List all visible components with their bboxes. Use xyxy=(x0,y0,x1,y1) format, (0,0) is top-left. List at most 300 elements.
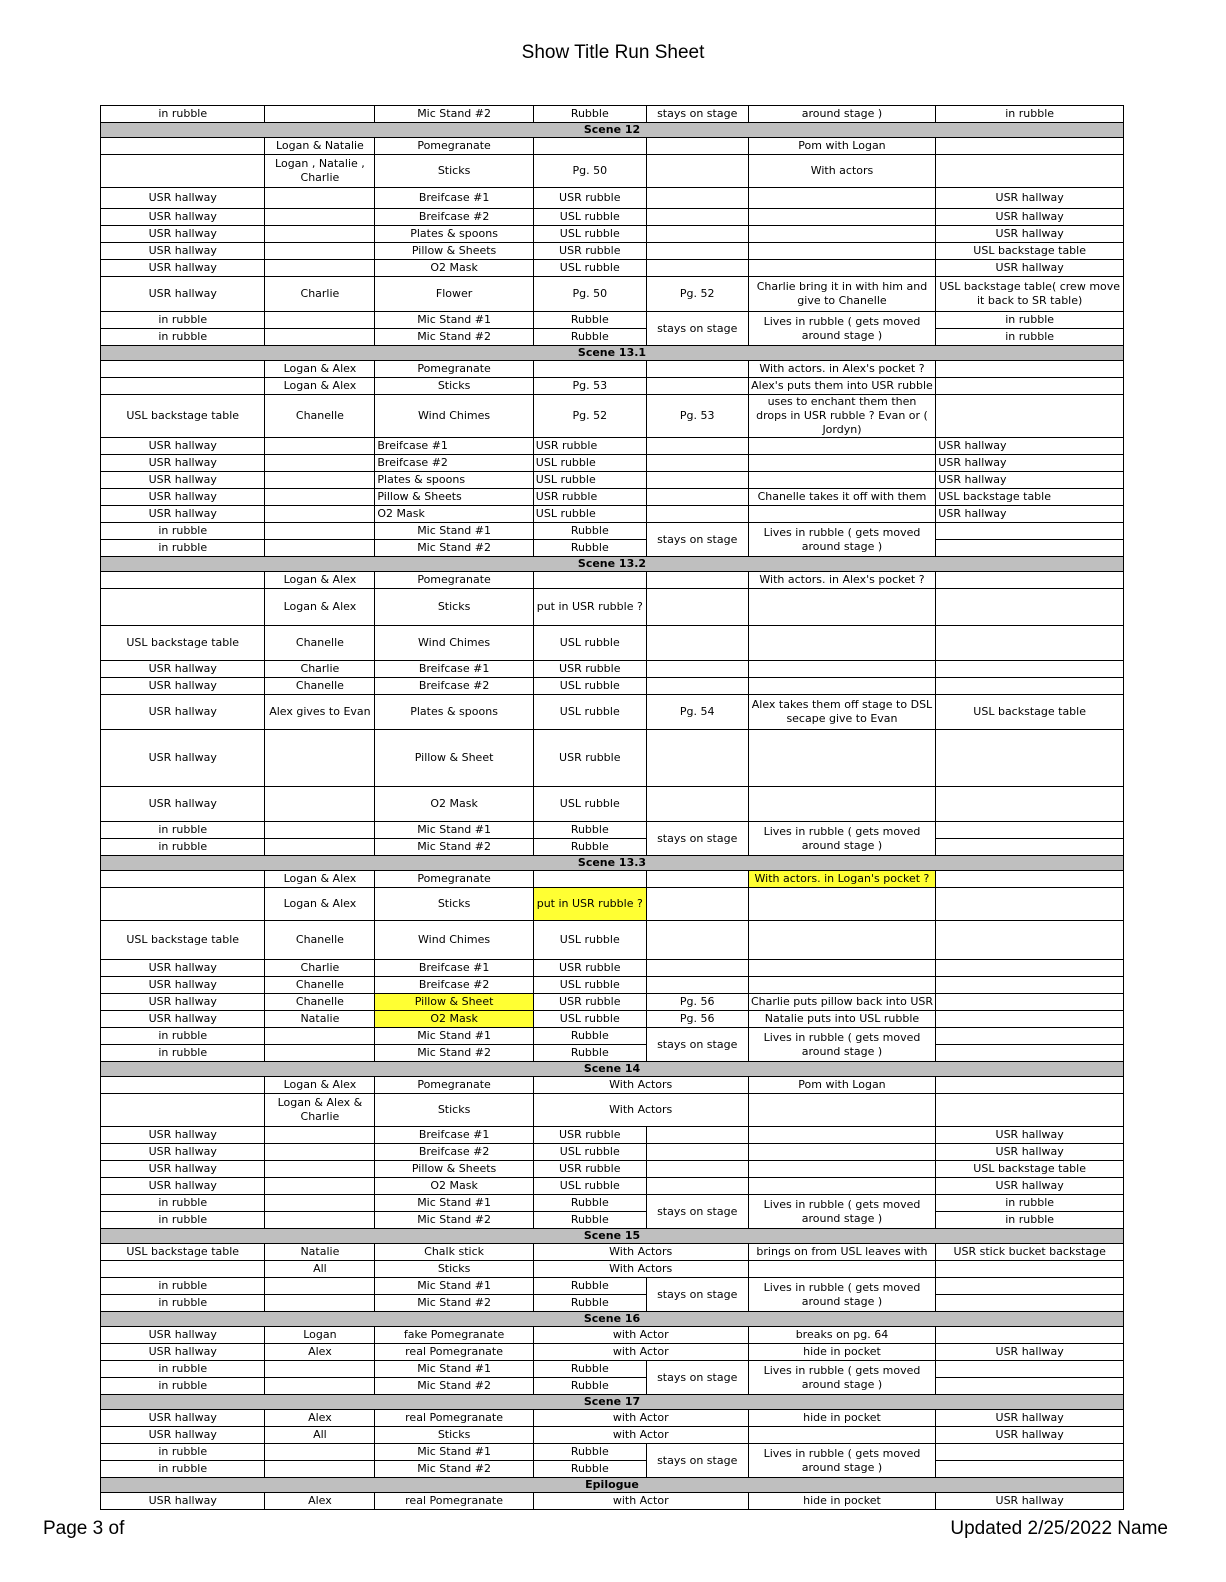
cell-notes xyxy=(748,1144,936,1161)
table-row xyxy=(101,1261,1124,1278)
table-row xyxy=(101,1444,1124,1461)
cell-location: USR hallway xyxy=(101,960,265,977)
cell-prop: Breifcase #2 xyxy=(375,209,533,226)
cell-post-location xyxy=(936,994,1124,1011)
cell-page xyxy=(646,678,748,695)
cell-notes xyxy=(748,188,936,209)
cell-post-location: USR hallway xyxy=(936,438,1124,455)
cell-post-location xyxy=(936,1278,1124,1295)
table-row xyxy=(101,839,1124,856)
cell-location xyxy=(101,589,265,626)
table-row xyxy=(101,438,1124,455)
cell-actor xyxy=(265,1127,375,1144)
cell-actor xyxy=(265,188,375,209)
cell-notes xyxy=(748,455,936,472)
scene-label: Scene 13.1 xyxy=(101,346,1124,361)
cell-post-location xyxy=(936,1261,1124,1278)
cell-notes: Lives in rubble ( gets moved around stage ) xyxy=(748,1195,936,1229)
cell-actor xyxy=(265,1195,375,1212)
cell-notes xyxy=(748,888,936,921)
cell-placement: USL rubble xyxy=(533,695,646,730)
cell-placement: USR rubble xyxy=(533,960,646,977)
updated-date: Updated 2/25/2022 Name xyxy=(950,1518,1168,1539)
scene-label: Scene 14 xyxy=(101,1062,1124,1077)
table-row xyxy=(101,106,1124,123)
cell-actor xyxy=(265,506,375,523)
table-row xyxy=(101,1278,1124,1295)
table-row xyxy=(101,1028,1124,1045)
cell-page: stays on stage xyxy=(646,822,748,856)
cell-location xyxy=(101,361,265,378)
cell-post-location: USR hallway xyxy=(936,260,1124,277)
cell-location: USR hallway xyxy=(101,787,265,822)
table-row xyxy=(101,188,1124,209)
cell-prop: Mic Stand #2 xyxy=(375,1045,533,1062)
cell-placement: With Actors xyxy=(533,1077,748,1094)
cell-page xyxy=(646,243,748,260)
cell-page xyxy=(646,489,748,506)
cell-page xyxy=(646,1161,748,1178)
cell-prop: Mic Stand #2 xyxy=(375,106,533,123)
cell-notes xyxy=(748,589,936,626)
cell-placement: USR rubble xyxy=(533,730,646,787)
cell-actor xyxy=(265,1461,375,1478)
cell-page xyxy=(646,188,748,209)
cell-notes xyxy=(748,438,936,455)
cell-actor xyxy=(265,1028,375,1045)
cell-prop: Plates & spoons xyxy=(375,226,533,243)
cell-location: USR hallway xyxy=(101,994,265,1011)
cell-location xyxy=(101,1077,265,1094)
cell-post-location xyxy=(936,960,1124,977)
cell-post-location xyxy=(936,523,1124,540)
cell-placement: Rubble xyxy=(533,1361,646,1378)
cell-page xyxy=(646,977,748,994)
cell-post-location: in rubble xyxy=(936,106,1124,123)
table-row xyxy=(101,312,1124,329)
cell-placement: With Actors xyxy=(533,1261,748,1278)
cell-page xyxy=(646,960,748,977)
cell-placement xyxy=(533,871,646,888)
cell-notes: hide in pocket xyxy=(748,1410,936,1427)
cell-placement: USR rubble xyxy=(533,188,646,209)
cell-location xyxy=(101,155,265,188)
cell-actor xyxy=(265,822,375,839)
cell-location: in rubble xyxy=(101,312,265,329)
cell-placement: Pg. 50 xyxy=(533,277,646,312)
cell-actor xyxy=(265,1045,375,1062)
cell-notes xyxy=(748,506,936,523)
cell-prop: O2 Mask xyxy=(375,1178,533,1195)
cell-location: USR hallway xyxy=(101,1493,265,1510)
cell-post-location xyxy=(936,787,1124,822)
cell-post-location xyxy=(936,888,1124,921)
cell-placement xyxy=(533,361,646,378)
table-row xyxy=(101,523,1124,540)
cell-placement: Pg. 53 xyxy=(533,378,646,395)
cell-page xyxy=(646,155,748,188)
scene-header-row xyxy=(101,1229,1124,1244)
cell-actor xyxy=(265,787,375,822)
cell-notes xyxy=(748,1161,936,1178)
cell-placement: Rubble xyxy=(533,329,646,346)
cell-placement: USL rubble xyxy=(533,455,646,472)
cell-actor: Alex xyxy=(265,1493,375,1510)
scene-label: Scene 17 xyxy=(101,1395,1124,1410)
cell-placement: put in USR rubble ? xyxy=(533,589,646,626)
scene-header-row xyxy=(101,856,1124,871)
cell-location: USR hallway xyxy=(101,438,265,455)
table-row xyxy=(101,1244,1124,1261)
cell-prop: Mic Stand #2 xyxy=(375,1212,533,1229)
cell-placement: USR rubble xyxy=(533,438,646,455)
cell-actor: Alex gives to Evan xyxy=(265,695,375,730)
cell-actor xyxy=(265,243,375,260)
cell-placement: USR rubble xyxy=(533,994,646,1011)
cell-post-location: USL backstage table xyxy=(936,489,1124,506)
cell-prop: Breifcase #2 xyxy=(375,977,533,994)
cell-prop: Plates & spoons xyxy=(375,472,533,489)
cell-actor: Chanelle xyxy=(265,994,375,1011)
cell-location: in rubble xyxy=(101,1378,265,1395)
table-row xyxy=(101,1212,1124,1229)
cell-placement: USL rubble xyxy=(533,1011,646,1028)
cell-prop: Wind Chimes xyxy=(375,395,533,438)
table-row xyxy=(101,977,1124,994)
cell-actor xyxy=(265,472,375,489)
cell-placement: Rubble xyxy=(533,106,646,123)
cell-post-location: USR hallway xyxy=(936,226,1124,243)
cell-post-location xyxy=(936,871,1124,888)
scene-header-row xyxy=(101,1062,1124,1077)
cell-location: in rubble xyxy=(101,523,265,540)
table-row xyxy=(101,329,1124,346)
cell-actor: Charlie xyxy=(265,277,375,312)
cell-prop: Sticks xyxy=(375,1094,533,1127)
cell-page xyxy=(646,871,748,888)
cell-location xyxy=(101,871,265,888)
cell-page xyxy=(646,1178,748,1195)
cell-placement: USL rubble xyxy=(533,472,646,489)
table-row xyxy=(101,209,1124,226)
cell-post-location: USR hallway xyxy=(936,188,1124,209)
cell-actor: Chanelle xyxy=(265,626,375,661)
cell-post-location: USR hallway xyxy=(936,1178,1124,1195)
cell-page xyxy=(646,921,748,960)
cell-prop: Mic Stand #1 xyxy=(375,312,533,329)
cell-placement: Rubble xyxy=(533,523,646,540)
cell-post-location: USL backstage table xyxy=(936,243,1124,260)
cell-actor xyxy=(265,730,375,787)
cell-notes: Pom with Logan xyxy=(748,1077,936,1094)
cell-post-location: in rubble xyxy=(936,312,1124,329)
cell-prop: Wind Chimes xyxy=(375,626,533,661)
table-row xyxy=(101,489,1124,506)
cell-notes: hide in pocket xyxy=(748,1344,936,1361)
table-row xyxy=(101,1178,1124,1195)
cell-prop: Pomegranate xyxy=(375,1077,533,1094)
cell-location: USR hallway xyxy=(101,1178,265,1195)
cell-post-location xyxy=(936,1444,1124,1461)
cell-prop: Breifcase #2 xyxy=(375,678,533,695)
table-row xyxy=(101,871,1124,888)
cell-prop: Mic Stand #1 xyxy=(375,1361,533,1378)
cell-location: in rubble xyxy=(101,1444,265,1461)
cell-notes: Alex's puts them into USR rubble xyxy=(748,378,936,395)
cell-prop: Sticks xyxy=(375,888,533,921)
cell-notes: around stage ) xyxy=(748,106,936,123)
cell-placement: with Actor xyxy=(533,1327,748,1344)
cell-prop: Mic Stand #1 xyxy=(375,1278,533,1295)
run-sheet-body xyxy=(101,106,1124,1510)
cell-actor: All xyxy=(265,1261,375,1278)
cell-actor: Chanelle xyxy=(265,678,375,695)
cell-location xyxy=(101,1261,265,1278)
cell-prop: Breifcase #1 xyxy=(375,438,533,455)
cell-post-location xyxy=(936,1327,1124,1344)
cell-notes xyxy=(748,977,936,994)
cell-notes xyxy=(748,1127,936,1144)
table-row xyxy=(101,1410,1124,1427)
cell-actor: Natalie xyxy=(265,1244,375,1261)
cell-post-location xyxy=(936,1028,1124,1045)
cell-notes: breaks on pg. 64 xyxy=(748,1327,936,1344)
table-row xyxy=(101,730,1124,787)
cell-page xyxy=(646,589,748,626)
cell-post-location: USL backstage table xyxy=(936,1161,1124,1178)
cell-page: stays on stage xyxy=(646,312,748,346)
cell-page xyxy=(646,260,748,277)
cell-location: in rubble xyxy=(101,1212,265,1229)
cell-placement: USL rubble xyxy=(533,260,646,277)
cell-placement: Rubble xyxy=(533,1028,646,1045)
table-row xyxy=(101,138,1124,155)
cell-post-location xyxy=(936,1011,1124,1028)
cell-location: USR hallway xyxy=(101,1410,265,1427)
cell-actor: Logan & Alex xyxy=(265,871,375,888)
cell-notes: Lives in rubble ( gets moved around stage ) xyxy=(748,523,936,557)
cell-actor: Logan & Alex xyxy=(265,1077,375,1094)
table-row xyxy=(101,1195,1124,1212)
cell-location: in rubble xyxy=(101,1278,265,1295)
cell-location: in rubble xyxy=(101,822,265,839)
cell-prop: O2 Mask xyxy=(375,506,533,523)
cell-location: USR hallway xyxy=(101,226,265,243)
cell-prop: Mic Stand #1 xyxy=(375,1028,533,1045)
cell-placement: USL rubble xyxy=(533,921,646,960)
cell-post-location xyxy=(936,1295,1124,1312)
cell-placement: USR rubble xyxy=(533,1161,646,1178)
cell-actor xyxy=(265,1144,375,1161)
cell-placement: Rubble xyxy=(533,1461,646,1478)
cell-prop: real Pomegranate xyxy=(375,1410,533,1427)
cell-location: USR hallway xyxy=(101,1127,265,1144)
cell-page xyxy=(646,626,748,661)
cell-notes: Lives in rubble ( gets moved around stage ) xyxy=(748,1444,936,1478)
scene-label: Scene 15 xyxy=(101,1229,1124,1244)
cell-post-location xyxy=(936,155,1124,188)
table-row xyxy=(101,921,1124,960)
cell-notes xyxy=(748,678,936,695)
cell-location: in rubble xyxy=(101,1461,265,1478)
cell-post-location xyxy=(936,730,1124,787)
cell-prop: Plates & spoons xyxy=(375,695,533,730)
cell-prop: Breifcase #2 xyxy=(375,455,533,472)
cell-prop: real Pomegranate xyxy=(375,1493,533,1510)
cell-post-location: USR hallway xyxy=(936,209,1124,226)
cell-post-location xyxy=(936,839,1124,856)
cell-actor: Charlie xyxy=(265,960,375,977)
run-sheet-table xyxy=(100,105,1124,1510)
cell-notes xyxy=(748,626,936,661)
cell-prop: Mic Stand #1 xyxy=(375,523,533,540)
cell-actor xyxy=(265,1212,375,1229)
cell-placement: Rubble xyxy=(533,839,646,856)
cell-prop: fake Pomegranate xyxy=(375,1327,533,1344)
cell-notes: Alex takes them off stage to DSL secape give to Evan xyxy=(748,695,936,730)
cell-notes: Chanelle takes it off with them xyxy=(748,489,936,506)
table-row xyxy=(101,1344,1124,1361)
cell-placement: USR rubble xyxy=(533,489,646,506)
cell-post-location xyxy=(936,1045,1124,1062)
cell-placement: Pg. 50 xyxy=(533,155,646,188)
cell-location: USR hallway xyxy=(101,1427,265,1444)
table-row xyxy=(101,361,1124,378)
cell-prop: O2 Mask xyxy=(375,1011,533,1028)
table-row xyxy=(101,626,1124,661)
cell-post-location: USR hallway xyxy=(936,1427,1124,1444)
cell-page: Pg. 54 xyxy=(646,695,748,730)
cell-post-location: USR hallway xyxy=(936,1344,1124,1361)
cell-location xyxy=(101,378,265,395)
cell-notes xyxy=(748,243,936,260)
cell-post-location: USR hallway xyxy=(936,1127,1124,1144)
cell-location: USR hallway xyxy=(101,1161,265,1178)
scene-label: Scene 13.2 xyxy=(101,557,1124,572)
scene-label: Scene 13.3 xyxy=(101,856,1124,871)
cell-actor xyxy=(265,329,375,346)
cell-placement xyxy=(533,572,646,589)
cell-location xyxy=(101,138,265,155)
cell-notes: Lives in rubble ( gets moved around stage ) xyxy=(748,1278,936,1312)
cell-prop: Pomegranate xyxy=(375,138,533,155)
cell-prop: Mic Stand #2 xyxy=(375,1295,533,1312)
cell-actor xyxy=(265,1378,375,1395)
cell-actor xyxy=(265,209,375,226)
table-row xyxy=(101,455,1124,472)
cell-location: in rubble xyxy=(101,1361,265,1378)
cell-post-location: USR hallway xyxy=(936,455,1124,472)
table-row xyxy=(101,277,1124,312)
cell-post-location xyxy=(936,361,1124,378)
cell-page xyxy=(646,1144,748,1161)
cell-actor xyxy=(265,226,375,243)
cell-actor xyxy=(265,540,375,557)
cell-actor: Alex xyxy=(265,1410,375,1427)
cell-actor xyxy=(265,1361,375,1378)
cell-notes xyxy=(748,1094,936,1127)
cell-location: USR hallway xyxy=(101,730,265,787)
cell-post-location xyxy=(936,1361,1124,1378)
cell-page xyxy=(646,787,748,822)
cell-page xyxy=(646,226,748,243)
scene-header-row xyxy=(101,557,1124,572)
cell-actor: Logan & Alex xyxy=(265,572,375,589)
cell-page: stays on stage xyxy=(646,1361,748,1395)
cell-notes: uses to enchant them then drops in USR rubble ? Evan or ( Jordyn) xyxy=(748,395,936,438)
cell-prop: Mic Stand #2 xyxy=(375,1461,533,1478)
cell-post-location: USL backstage table xyxy=(936,695,1124,730)
cell-prop: Breifcase #1 xyxy=(375,188,533,209)
cell-location: in rubble xyxy=(101,1195,265,1212)
cell-placement: With Actors xyxy=(533,1094,748,1127)
cell-post-location: USR hallway xyxy=(936,1493,1124,1510)
cell-prop: Pillow & Sheets xyxy=(375,489,533,506)
cell-prop: Pillow & Sheets xyxy=(375,243,533,260)
cell-post-location: USR hallway xyxy=(936,1144,1124,1161)
cell-notes: Charlie puts pillow back into USR xyxy=(748,994,936,1011)
cell-page xyxy=(646,472,748,489)
cell-actor: Natalie xyxy=(265,1011,375,1028)
cell-location: in rubble xyxy=(101,106,265,123)
cell-location: USR hallway xyxy=(101,455,265,472)
cell-placement: USL rubble xyxy=(533,209,646,226)
table-row xyxy=(101,472,1124,489)
cell-notes: With actors. in Logan's pocket ? xyxy=(748,871,936,888)
scene-label: Scene 12 xyxy=(101,123,1124,138)
cell-placement: Rubble xyxy=(533,1045,646,1062)
cell-page xyxy=(646,730,748,787)
table-row xyxy=(101,1378,1124,1395)
cell-prop: Sticks xyxy=(375,589,533,626)
cell-page: stays on stage xyxy=(646,523,748,557)
cell-location: in rubble xyxy=(101,329,265,346)
cell-actor: Chanelle xyxy=(265,921,375,960)
cell-placement: with Actor xyxy=(533,1493,748,1510)
cell-prop: Sticks xyxy=(375,378,533,395)
cell-prop: real Pomegranate xyxy=(375,1344,533,1361)
scene-label: Epilogue xyxy=(101,1478,1124,1493)
cell-placement: USL rubble xyxy=(533,787,646,822)
table-row xyxy=(101,661,1124,678)
cell-post-location: USR hallway xyxy=(936,506,1124,523)
cell-notes: Lives in rubble ( gets moved around stage ) xyxy=(748,1361,936,1395)
cell-actor: Chanelle xyxy=(265,977,375,994)
cell-location: USR hallway xyxy=(101,188,265,209)
cell-actor xyxy=(265,260,375,277)
cell-placement: USL rubble xyxy=(533,678,646,695)
cell-placement: Rubble xyxy=(533,540,646,557)
cell-post-location xyxy=(936,1461,1124,1478)
cell-actor: Logan & Alex & Charlie xyxy=(265,1094,375,1127)
cell-page: Pg. 53 xyxy=(646,395,748,438)
table-row xyxy=(101,1327,1124,1344)
cell-actor: Logan , Natalie , Charlie xyxy=(265,155,375,188)
cell-location: USR hallway xyxy=(101,489,265,506)
cell-location: USR hallway xyxy=(101,506,265,523)
scene-header-row xyxy=(101,123,1124,138)
cell-location: in rubble xyxy=(101,1045,265,1062)
cell-placement: Rubble xyxy=(533,1195,646,1212)
cell-post-location xyxy=(936,378,1124,395)
cell-prop: Chalk stick xyxy=(375,1244,533,1261)
cell-location xyxy=(101,572,265,589)
table-row xyxy=(101,960,1124,977)
cell-post-location xyxy=(936,589,1124,626)
table-row xyxy=(101,395,1124,438)
cell-page: stays on stage xyxy=(646,1444,748,1478)
cell-prop: Pomegranate xyxy=(375,572,533,589)
